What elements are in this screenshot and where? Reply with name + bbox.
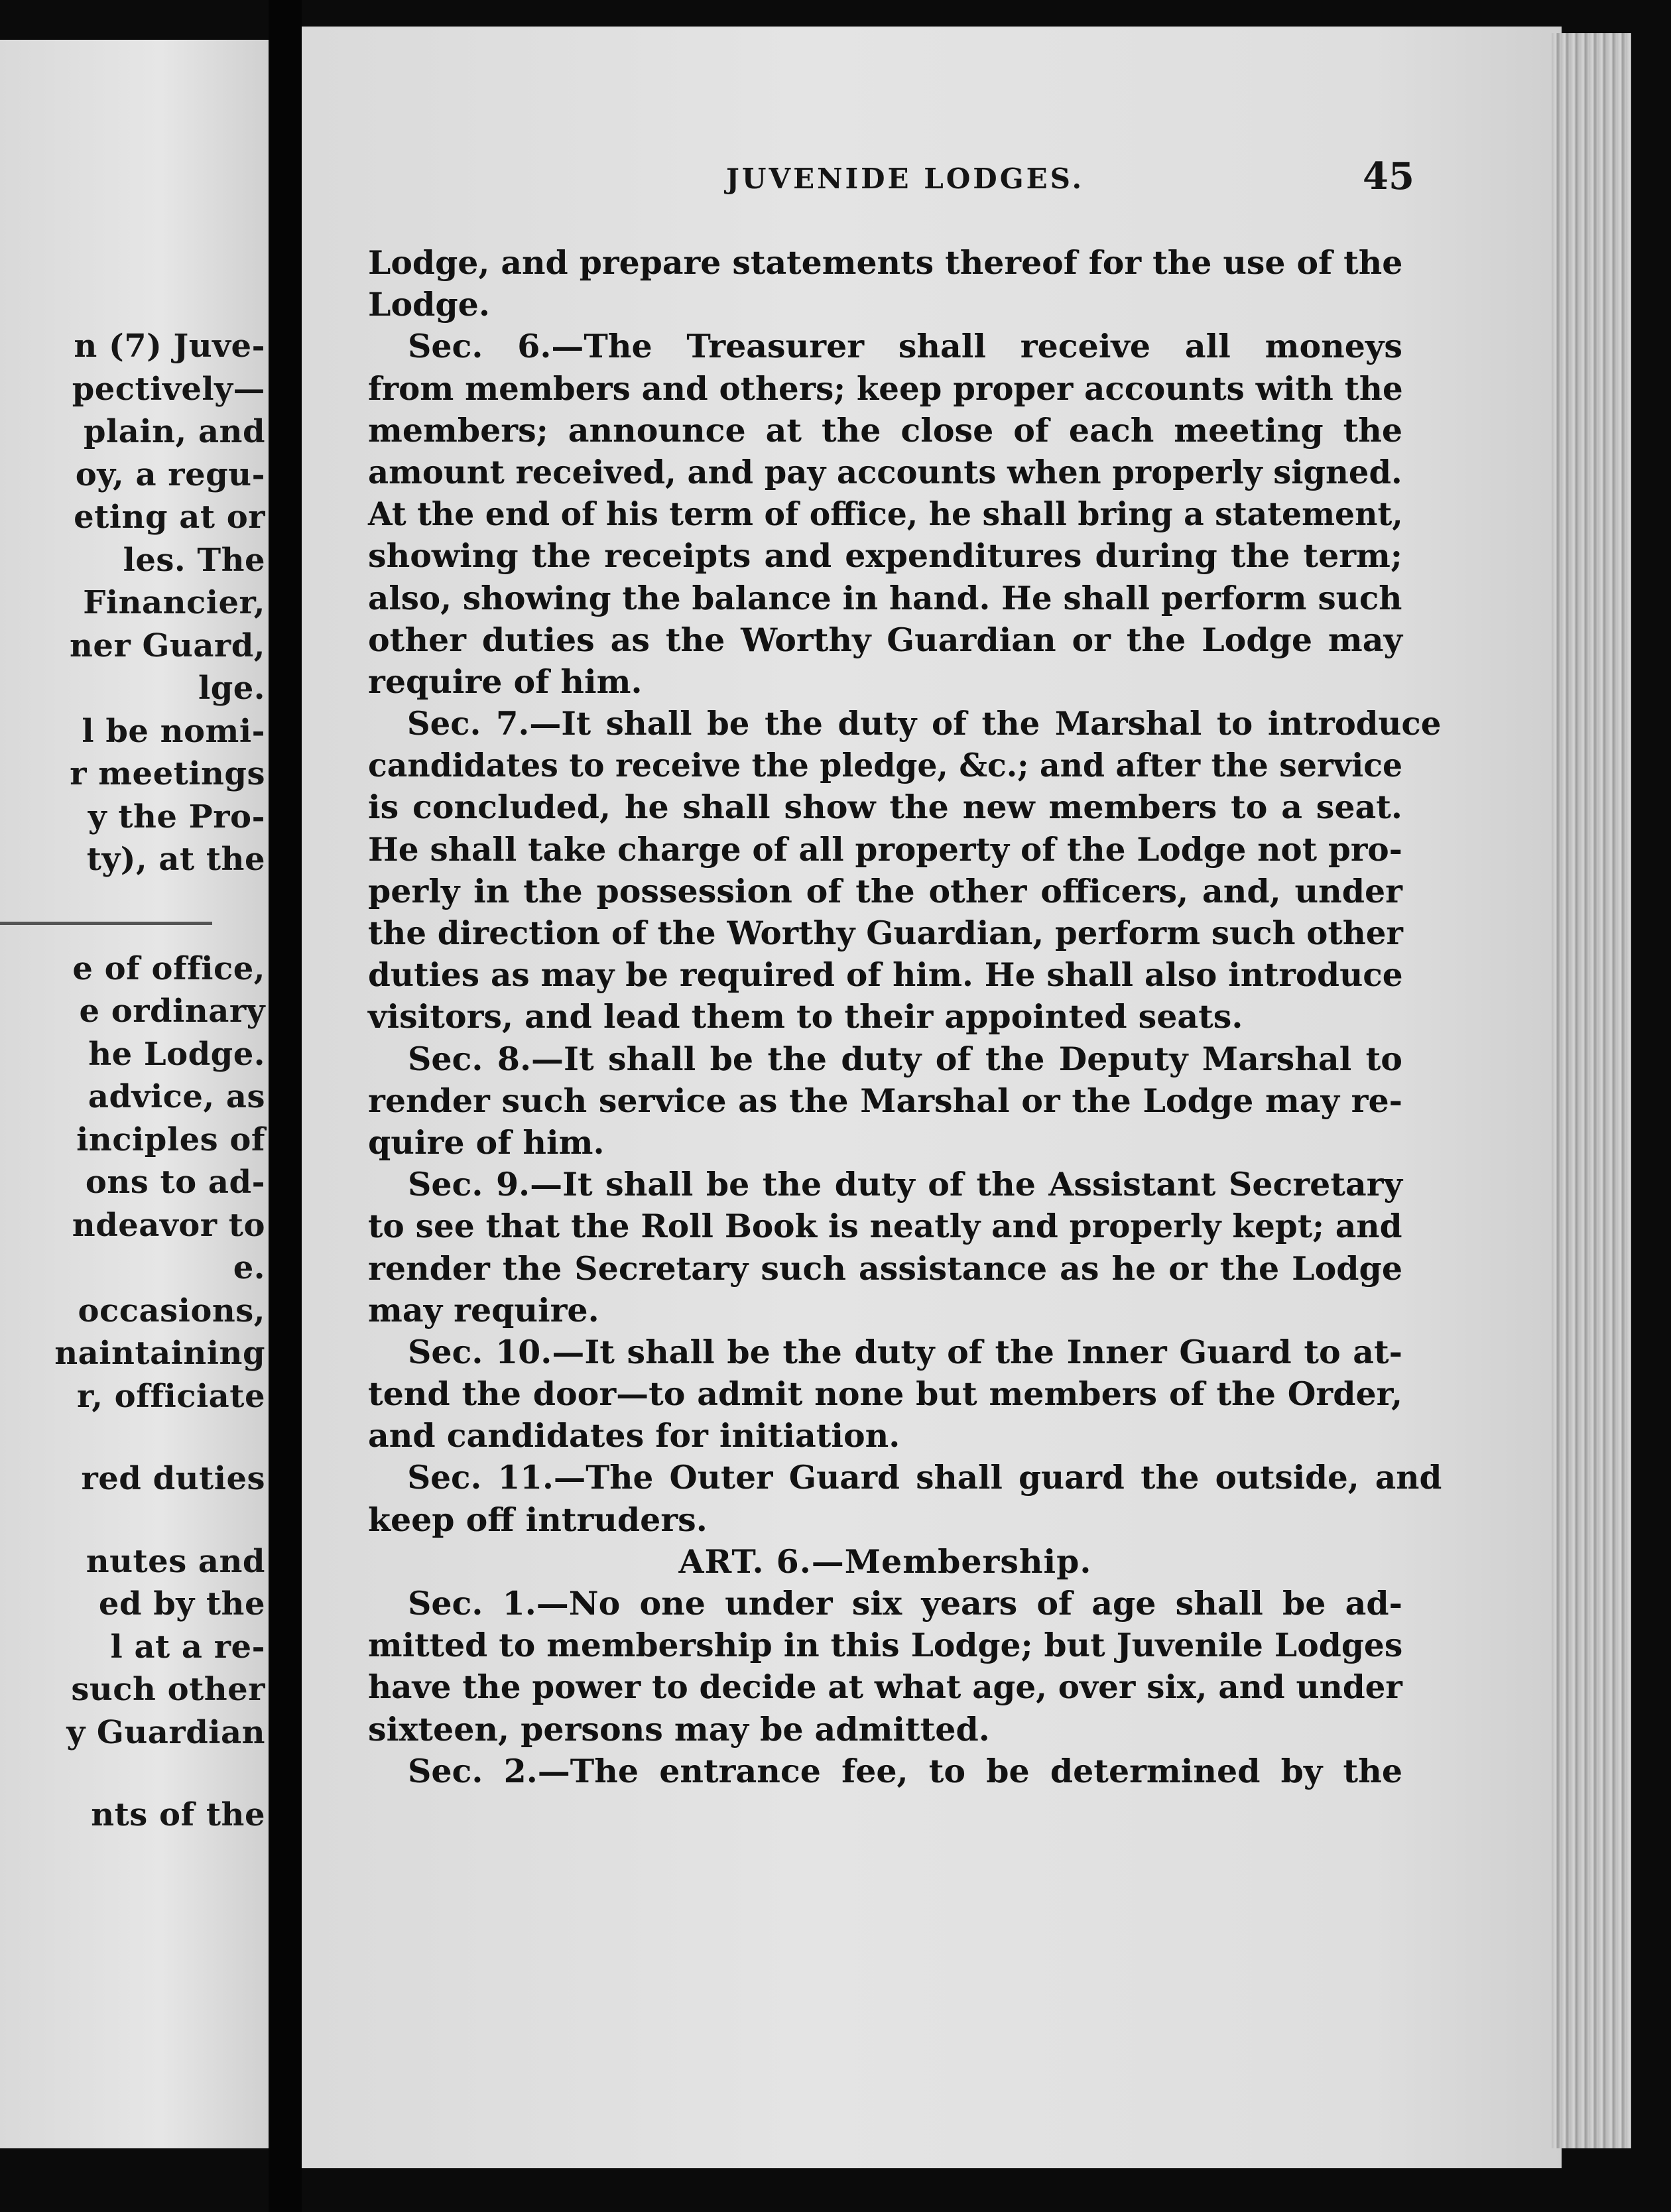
text-line: from members and others; keep proper accounts with the — [368, 369, 1403, 408]
text-line: render such service as the Marshal or the Lodge may re- — [368, 1081, 1402, 1120]
text-line: amount received, and pay accounts when properly signed. — [368, 452, 1402, 491]
left-gap — [0, 881, 265, 948]
text-line: perly in the possession of the other officers, and, under — [368, 871, 1402, 910]
article-heading: ART. 6.—Membership. — [678, 1542, 1092, 1581]
left-line: l at a re- — [110, 1628, 265, 1666]
left-line: ons to ad- — [85, 1164, 265, 1201]
left-line: e. — [233, 1249, 265, 1286]
left-page-rule — [0, 922, 212, 925]
left-line: e ordinary — [79, 993, 265, 1030]
left-line: les. The — [123, 541, 265, 579]
page-stack-edges — [1552, 33, 1631, 2148]
left-line: r meetings — [70, 755, 265, 792]
page-body-text — [368, 242, 1442, 1792]
right-page — [302, 27, 1562, 2168]
left-page-text — [0, 325, 265, 1837]
left-line: ner Guard, — [70, 627, 265, 664]
text-line: may require. — [368, 1290, 599, 1329]
left-gap — [0, 1501, 265, 1540]
text-line: the direction of the Worthy Guardian, perform such other — [368, 914, 1403, 952]
text-line: have the power to decide at what age, over six, and under — [368, 1668, 1402, 1707]
text-line: visitors, and lead them to their appointed seats. — [368, 997, 1243, 1036]
text-line: and candidates for initiation. — [368, 1416, 900, 1455]
text-line: render the Secretary such assistance as he or the Lodge — [368, 1249, 1402, 1288]
left-line: l be nomi- — [82, 712, 265, 750]
text-line: to see that the Roll Book is neatly and properly kept; and — [368, 1207, 1402, 1246]
left-line: n (7) Juve- — [74, 328, 265, 365]
left-line: y Guardian — [66, 1713, 265, 1751]
left-line: naintaining — [54, 1335, 265, 1372]
section-line: Sec. 11.—The Outer Guard shall guard the outside, and — [407, 1458, 1442, 1497]
text-line: duties as may be required of him. He shall also introduce — [368, 955, 1403, 995]
left-line: plain, and — [83, 413, 265, 450]
left-line: lge. — [198, 670, 265, 707]
text-line: members; announce at the close of each meeting the — [368, 410, 1402, 450]
left-line: oy, a regu- — [75, 456, 265, 493]
left-gap — [0, 1418, 265, 1457]
section-line: Sec. 9.—It shall be the duty of the Assistant Secretary — [408, 1165, 1402, 1204]
section-line: Sec. 6.—The Treasurer shall receive all moneys — [408, 327, 1402, 366]
left-line: e of office, — [72, 950, 265, 987]
left-line: y the Pro- — [88, 798, 265, 835]
section-line: Sec. 10.—It shall be the duty of the Inner Guard to at- — [408, 1332, 1402, 1371]
text-line: sixteen, persons may be admitted. — [368, 1709, 990, 1749]
text-line: At the end of his term of office, he shall bring a statement, — [368, 495, 1403, 534]
section-line: Sec. 2.—The entrance fee, to be determined by the — [408, 1751, 1402, 1790]
left-facing-page — [0, 40, 269, 2148]
text-line: quire of him. — [368, 1123, 605, 1162]
left-line: ndeavor to — [72, 1206, 265, 1244]
left-line: nts of the — [91, 1796, 265, 1833]
left-line: such other — [71, 1671, 265, 1708]
book-gutter — [269, 0, 302, 2212]
left-line: pectively— — [72, 370, 265, 408]
text-line: Lodge, and prepare statements thereof for the use of the — [368, 243, 1403, 282]
left-line: ty), at the — [86, 841, 265, 878]
left-line: red duties — [81, 1460, 265, 1497]
text-line: also, showing the balance in hand. He shall perform such — [368, 578, 1402, 617]
page-header — [302, 154, 1562, 215]
left-line: inciples of — [76, 1121, 265, 1158]
left-line: he Lodge. — [88, 1035, 265, 1073]
text-line: candidates to receive the pledge, &c.; and after the service — [368, 746, 1403, 785]
page-number: 45 — [1363, 154, 1414, 198]
text-line: is concluded, he shall show the new members to a seat. — [368, 788, 1402, 827]
text-line: mitted to membership in this Lodge; but Juvenile Lodges — [368, 1626, 1403, 1665]
text-line: keep off intruders. — [368, 1500, 708, 1539]
text-line: require of him. — [368, 662, 643, 701]
left-line: ed by the — [98, 1585, 265, 1623]
text-line: showing the receipts and expenditures during the term; — [368, 536, 1402, 576]
left-line: Financier, — [83, 584, 265, 621]
section-line: Sec. 7.—It shall be the duty of the Marshal to introduce — [406, 704, 1442, 743]
running-head: JUVENIDE LODGES. — [726, 162, 1085, 195]
left-line: advice, as — [88, 1078, 265, 1115]
left-gap — [0, 1754, 265, 1794]
text-line: other duties as the Worthy Guardian or the Lodge may — [368, 620, 1402, 659]
text-line: tend the door—to admit none but members of the Order, — [368, 1375, 1402, 1414]
section-line: Sec. 8.—It shall be the duty of the Deputy Marshal to — [408, 1039, 1402, 1078]
text-line: He shall take charge of all property of the Lodge not pro- — [368, 830, 1402, 869]
text-line: Lodge. — [368, 285, 490, 324]
left-line: nutes and — [86, 1542, 265, 1580]
left-line: eting at or — [74, 499, 265, 536]
left-line: occasions, — [78, 1292, 265, 1329]
section-line: Sec. 1.—No one under six years of age shall be ad- — [408, 1584, 1402, 1623]
left-line: r, officiate — [76, 1377, 265, 1415]
